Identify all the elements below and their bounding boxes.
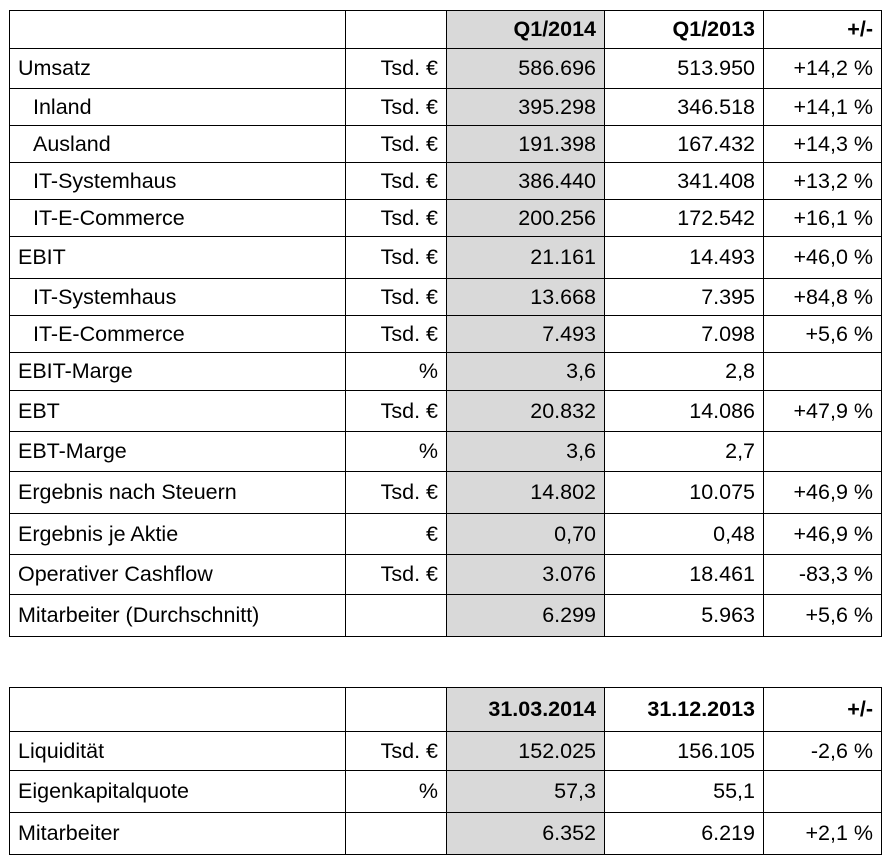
row-value-2013: 18.461 xyxy=(605,555,764,595)
row-change: +14,2 % xyxy=(764,49,882,89)
row-change: +16,1 % xyxy=(764,200,882,237)
row-label: Mitarbeiter xyxy=(10,813,346,855)
row-change: +46,9 % xyxy=(764,514,882,555)
header-label-cell xyxy=(10,11,346,49)
header-date-2013: 31.12.2013 xyxy=(605,688,764,732)
balance-key-figures-table xyxy=(9,687,882,855)
row-unit: Tsd. € xyxy=(346,49,447,89)
row-unit: % xyxy=(346,353,447,391)
header-unit-cell xyxy=(346,688,447,732)
row-label: EBT-Marge xyxy=(10,432,346,472)
row-unit: Tsd. € xyxy=(346,163,447,200)
row-label: Inland xyxy=(10,89,346,126)
header-date-2014: 31.03.2014 xyxy=(447,688,605,732)
row-unit xyxy=(346,813,447,855)
row-change: +14,1 % xyxy=(764,89,882,126)
q1-key-figures-table xyxy=(9,10,882,637)
row-value-2014: 6.352 xyxy=(447,813,605,855)
row-change xyxy=(764,432,882,472)
row-label: EBIT-Marge xyxy=(10,353,346,391)
table-row xyxy=(10,316,882,353)
row-value-2014: 3.076 xyxy=(447,555,605,595)
table-row xyxy=(10,353,882,391)
table-row xyxy=(10,391,882,432)
row-value-2014: 7.493 xyxy=(447,316,605,353)
row-value-2014: 3,6 xyxy=(447,353,605,391)
table-row xyxy=(10,200,882,237)
row-label: Ergebnis nach Steuern xyxy=(10,472,346,514)
row-label: EBT xyxy=(10,391,346,432)
row-change: +84,8 % xyxy=(764,279,882,316)
row-value-2013: 346.518 xyxy=(605,89,764,126)
row-unit xyxy=(346,595,447,637)
table-row xyxy=(10,279,882,316)
row-label: Mitarbeiter (Durchschnitt) xyxy=(10,595,346,637)
row-value-2013: 2,8 xyxy=(605,353,764,391)
row-change xyxy=(764,353,882,391)
row-value-2014: 21.161 xyxy=(447,237,605,279)
row-value-2014: 191.398 xyxy=(447,126,605,163)
table-row xyxy=(10,237,882,279)
row-unit: € xyxy=(346,514,447,555)
row-value-2014: 395.298 xyxy=(447,89,605,126)
row-unit: Tsd. € xyxy=(346,316,447,353)
header-q1-2013: Q1/2013 xyxy=(605,11,764,49)
row-unit: Tsd. € xyxy=(346,732,447,771)
header-row xyxy=(10,688,882,732)
row-change: -83,3 % xyxy=(764,555,882,595)
row-unit: Tsd. € xyxy=(346,279,447,316)
table-row xyxy=(10,732,882,771)
row-value-2013: 341.408 xyxy=(605,163,764,200)
header-change: +/- xyxy=(764,11,882,49)
row-value-2013: 513.950 xyxy=(605,49,764,89)
row-change xyxy=(764,771,882,813)
row-unit: Tsd. € xyxy=(346,237,447,279)
table-row xyxy=(10,163,882,200)
header-row xyxy=(10,11,882,49)
row-change: +46,9 % xyxy=(764,472,882,514)
row-label: IT-Systemhaus xyxy=(10,279,346,316)
header-unit-cell xyxy=(346,11,447,49)
row-value-2013: 6.219 xyxy=(605,813,764,855)
row-value-2014: 20.832 xyxy=(447,391,605,432)
table-row xyxy=(10,432,882,472)
row-change: +46,0 % xyxy=(764,237,882,279)
row-change: -2,6 % xyxy=(764,732,882,771)
row-label: Ergebnis je Aktie xyxy=(10,514,346,555)
row-unit: Tsd. € xyxy=(346,555,447,595)
table-row xyxy=(10,126,882,163)
row-unit: Tsd. € xyxy=(346,472,447,514)
row-unit: % xyxy=(346,432,447,472)
table-row xyxy=(10,771,882,813)
row-label: Operativer Cashflow xyxy=(10,555,346,595)
row-label: Eigenkapitalquote xyxy=(10,771,346,813)
row-value-2013: 14.086 xyxy=(605,391,764,432)
row-value-2013: 5.963 xyxy=(605,595,764,637)
row-value-2013: 14.493 xyxy=(605,237,764,279)
table-row xyxy=(10,89,882,126)
row-change: +13,2 % xyxy=(764,163,882,200)
table-row xyxy=(10,49,882,89)
header-label-cell xyxy=(10,688,346,732)
table-row xyxy=(10,514,882,555)
row-value-2014: 13.668 xyxy=(447,279,605,316)
row-value-2014: 152.025 xyxy=(447,732,605,771)
row-label: Umsatz xyxy=(10,49,346,89)
row-value-2013: 167.432 xyxy=(605,126,764,163)
row-value-2013: 7.395 xyxy=(605,279,764,316)
row-value-2013: 55,1 xyxy=(605,771,764,813)
row-label: IT-Systemhaus xyxy=(10,163,346,200)
row-value-2014: 386.440 xyxy=(447,163,605,200)
header-change: +/- xyxy=(764,688,882,732)
row-value-2014: 3,6 xyxy=(447,432,605,472)
row-label: IT-E-Commerce xyxy=(10,316,346,353)
row-value-2014: 200.256 xyxy=(447,200,605,237)
row-change: +47,9 % xyxy=(764,391,882,432)
row-label: EBIT xyxy=(10,237,346,279)
table-row xyxy=(10,813,882,855)
row-unit: Tsd. € xyxy=(346,200,447,237)
row-label: Liquidität xyxy=(10,732,346,771)
row-value-2014: 6.299 xyxy=(447,595,605,637)
row-label: Ausland xyxy=(10,126,346,163)
row-value-2014: 586.696 xyxy=(447,49,605,89)
row-value-2013: 2,7 xyxy=(605,432,764,472)
row-change: +2,1 % xyxy=(764,813,882,855)
table-row xyxy=(10,595,882,637)
row-change: +5,6 % xyxy=(764,595,882,637)
row-unit: % xyxy=(346,771,447,813)
table-row xyxy=(10,555,882,595)
row-unit: Tsd. € xyxy=(346,89,447,126)
row-unit: Tsd. € xyxy=(346,126,447,163)
row-value-2013: 7.098 xyxy=(605,316,764,353)
row-unit: Tsd. € xyxy=(346,391,447,432)
row-label: IT-E-Commerce xyxy=(10,200,346,237)
row-value-2013: 172.542 xyxy=(605,200,764,237)
row-value-2013: 0,48 xyxy=(605,514,764,555)
row-value-2013: 156.105 xyxy=(605,732,764,771)
row-change: +5,6 % xyxy=(764,316,882,353)
row-value-2014: 14.802 xyxy=(447,472,605,514)
row-change: +14,3 % xyxy=(764,126,882,163)
row-value-2014: 0,70 xyxy=(447,514,605,555)
row-value-2013: 10.075 xyxy=(605,472,764,514)
table-row xyxy=(10,472,882,514)
row-value-2014: 57,3 xyxy=(447,771,605,813)
header-q1-2014: Q1/2014 xyxy=(447,11,605,49)
